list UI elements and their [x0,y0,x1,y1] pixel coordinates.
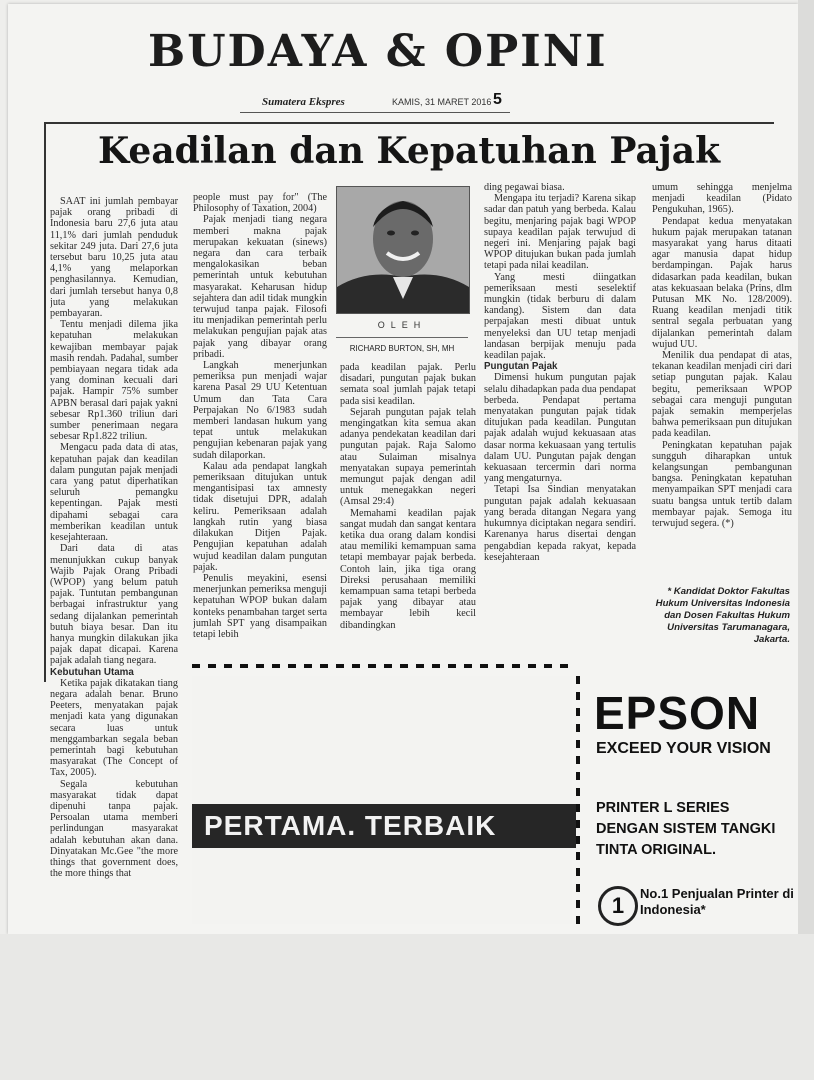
paragraph: Menilik dua pendapat di atas, tekanan keadilan menjadi ciri dari setiap pungutan pajak. Kalau begitu, pemeriksaan WPOP sebagai cara menguji pungutan pajak semakin memperjelas bahwa pemeriksaan pun ditujukan pada keadilan. [652,350,792,440]
article-column-2 [193,192,327,664]
article-column-3 [340,362,476,664]
page-edge [798,0,814,934]
paragraph: Dimensi hukum pungutan pajak selalu dihadapkan pada dua pendapat berbeda. Pendapat pertama menyatakan pungutan pajak tidak ditujukan pada keadilan. Pungutan pajak adalah wujud kekuasaan atas dasar norma kekuasaan yang tertulis dalam UU. Pungutan pajak dengan kekuasaan tercermin dari norma yang mengaturnya. [484,372,636,485]
section-title: BUDAYA & OPINI [148,26,608,77]
paragraph: Mengapa itu terjadi? Karena sikap sadar dan patuh yang berbeda. Kalau begitu, menjaring pajak bagi WPOP supaya keadilan pajak terwujud di negeri ini. Menjaring pajak bagi WPOP ditujukan bukan pada jumlah tetapi pada nilai keadilan. [484,193,636,272]
ad-image-panel [192,676,572,924]
subheading: Kebutuhan Utama [50,666,134,678]
number-one-badge: 1 [598,886,638,926]
paragraph: Mengacu pada data di atas, kepatuhan pajak dan keadilan dalam pungutan pajak menjadi cara yang patut diperhatikan seluruh pemangku kepentingan. Pajak mesti dipahami sebagai cara memberikan keadilan untuk kesejahteraan. [50,442,178,544]
author-portrait-image [337,187,469,313]
brand-tagline: EXCEED YOUR VISION [596,740,771,757]
badge-text: No.1 Penjualan Printer di Indonesia* [640,886,794,917]
article-left-border [44,122,46,682]
article-column-1 [50,196,178,914]
author-photo [336,186,470,314]
paragraph: people must pay for" (The Philosophy of Taxation, 2004) [193,192,327,215]
paragraph: Yang mesti diingatkan pemeriksaan mesti seselektif mungkin (tidak berburu di dalam kandang). Sistem dan data perpajakan mesti dibuat untuk menyeleksi dan UU tetap menjadi landasan berpijak menuju pada keadilan pajak. [484,271,636,362]
masthead-rule [240,112,510,113]
brand-logo: EPSON [594,687,761,739]
paragraph: pada keadilan pajak. Perlu disadari, pungutan pajak bukan semata soal jumlah pajak tetapi pada sisi keadilan. [340,362,476,407]
article-column-5 [652,182,792,582]
paragraph: Pajak menjadi tiang negara memberi makna pajak merupakan kekuatan (sinews) negara dan cara terbaik mengalokasikan beban pemerintah untuk kebutuhan masyarakat. Keharusan hidup sejahtera dan adil tidak mungkin terwujud tanpa pajak. Filosofi itu menjadikan pemerintah perlu melakukan pengujian pajak atas pajak yang dibayar orang pribadi. [193,214,327,360]
paragraph: Memahami keadilan pajak sangat mudah dan sangat kentara ketika dua orang dalam kondisi atau memiliki kemampuan sama tetapi membayar pajak berbeda. Contoh lain, jika tiga orang Direksi perusahaan memiliki kemampuan sama tetapi berbeda pajak yang dibayar atau membayar lebih kecil dibandingkan [340,507,476,631]
paragraph: Tetapi Isa Sindian menyatakan pungutan pajak adalah kekuasaan yang berada ditangan Negara yang hukumnya diciptakan negara sendiri. Karenanya harus disertai dengan pengabdian kepada rakyat, kepada kesejahteraan [484,484,636,563]
publication-date: KAMIS, 31 MARET 2016 [392,97,492,107]
epson-advertisement [192,664,800,926]
article-column-4 [484,182,636,664]
subheading: Pungutan Pajak [484,361,558,373]
paragraph: Segala kebutuhan masyarakat tidak dapat dipenuhi tanpa pajak. Persoalan utama memberi perlindungan masyarakat adalah kebutuhan akan dana. Dinyatakan Mc.Gee "the more things that government does, the more things that [50,778,178,880]
author-name: RICHARD BURTON, SH, MH [349,344,455,353]
paragraph: Sejarah pungutan pajak telah mengingatkan kita semua akan adanya pendekatan keadilan dari pungutan pajak. Raja Salomo atau Sulaiman misalnya menyatakan supaya pemerintah memungut pajak dengan adil untuk menegakkan negeri (Amsal 29:4) [340,406,476,508]
newspaper-name: Sumatera Ekspres [262,96,345,108]
paragraph: ding pegawai biasa. [484,182,565,193]
paragraph: Dari data di atas menunjukkan cukup banyak Wajib Pajak Orang Pribadi (WPOP) yang belum patuh pajak. Tuntutan pembangunan berbagai infrastruktur yang sedang dijalankan pemerintah butuh biaya besar. Dan itu hanya mungkin dilakukan jika pajak dapat dicapai. Karena pajak adalah tiang negara. [50,543,178,667]
paragraph: SAAT ini jumlah pembayar pajak orang pribadi di Indonesia baru 27,6 juta atau 11,1% dari jumlah penduduk sekitar 249 juta. Dari 27,6 juta tersebut baru 10,25 juta atau 4,1% yang melaporkan penghasilannya. Kemudian, dari jumlah tersebut hanya 0,8 juta yang melakukan pembayaran. [50,196,178,320]
paragraph: Ketika pajak dikatakan tiang negara adalah benar. Bruno Peeters, menyatakan pajak menjadi kata yang digunakan secara luas untuk menggambarkan segala beban pemerintah bagi kebutuhan masyarakat (The Concept of Tax, 2005). [50,677,178,779]
product-title: PRINTER L SERIES DENGAN SISTEM TANGKI TINTA ORIGINAL. [596,800,776,858]
paragraph: Peningkatan kepatuhan pajak sungguh diharapkan untuk kelangsungan pembangunan bangsa. Peningkatan kepatuhan menyampaikan SPT menjadi cara suatu bangsa untuk tertib dalam membayar pajak. Semoga itu terwujud segera. (*) [652,439,792,530]
ad-top-border [192,664,572,668]
paragraph: Langkah menerjunkan pemeriksa pun menjadi wajar karena Pasal 29 UU Ketentuan Umum dan Tata Cara Perpajakan No 6/1983 sudah memberi landasan hukum yang tepat untuk melakukan pengujian kebenaran pajak yang sudah dilaporkan. [193,360,327,461]
byline-label: OLEH [377,320,427,330]
page-number: 5 [493,91,502,108]
paragraph: Pendapat kedua menyatakan hukum pajak merupakan tatanan masyarakat yang harus ditaati agar manusia dapat hidup berdampingan. Pajak harus didasarkan pada keadilan, bukan atas kekuasaan belaka (Prins, dlm Putusan MK No. 128/2009). Ruang keadilan menjadi titik sentral segala perbuatan yang dijalankan pemerintah dalam wujud UU. [652,215,792,350]
byline-rule [336,337,468,338]
ad-divider [576,676,580,924]
article-headline: Keadilan dan Kepatuhan Pajak [97,130,721,172]
paragraph: umum sehingga menjelma menjadi keadilan (Pidato Pengukuhan, 1965). [652,182,792,216]
author-footnote: * Kandidat Doktor Fakultas Hukum Universitas Indonesia dan Dosen Fakultas Hukum Universitas Tarumanagara, Jakarta. [655,586,790,645]
paragraph: Tentu menjadi dilema jika kepatuhan melakukan kewajiban membayar pajak masih rendah. Padahal, sumber pembiayaan negara tidak ada yang dominan kecuali dari pajak. Hampir 75% sumber APBN berasal dari pajak yakni sebesar Rp1.360 triliun dari sumber penerimaan negara sebesar Rp1.822 triliun. [50,319,178,443]
table-surface [0,934,814,1080]
paragraph: Kalau ada pendapat langkah pemeriksaan ditujukan untuk mengantisipasi tax amnesty tidak disetujui DPR, adalah keliru. Pemeriksaan adalah langkah rutin yang biasa dilakukan Ditjen Pajak. Pengujian kepatuhan adalah wujud keadilan dalam pungutan pajak. [193,460,327,573]
article-top-border [44,122,774,124]
paragraph: Penulis meyakini, esensi menerjunkan pemeriksa menguji kepatuhan WPOP bukan dalam konteks penambahan target serta jumlah SPT yang disampaikan tetapi lebih [193,572,327,640]
ad-headline-band: PERTAMA. TERBAIK [192,804,576,848]
